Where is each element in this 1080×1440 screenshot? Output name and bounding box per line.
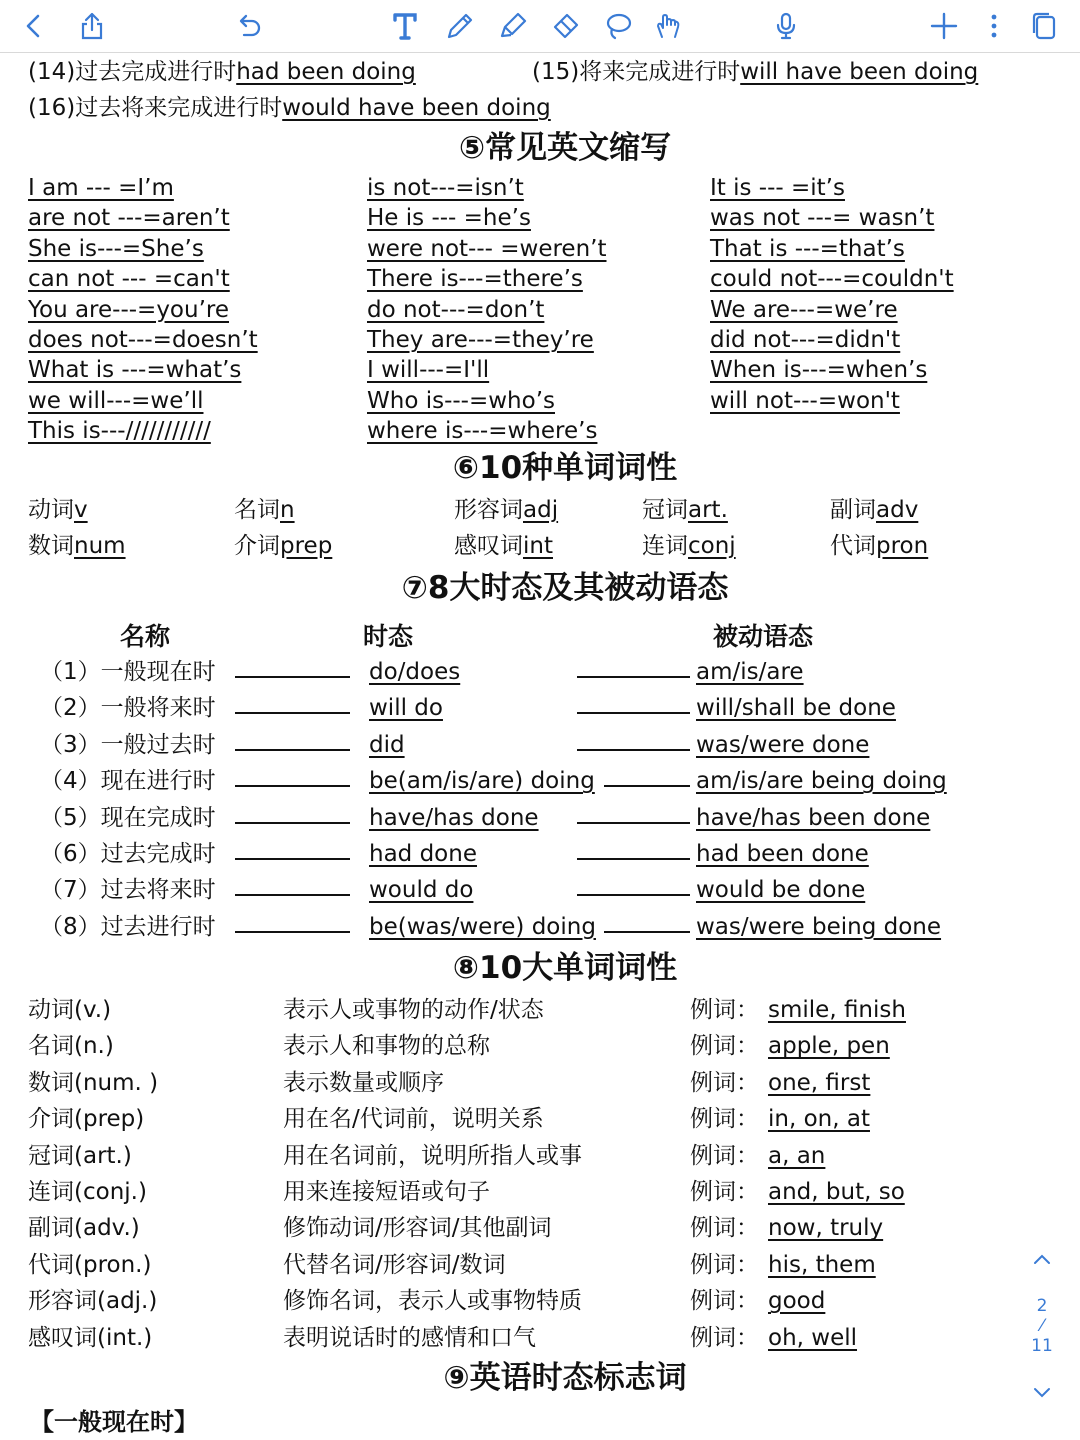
section5-title: ⑤常见英文缩写 xyxy=(458,130,672,166)
passive-form: am/is/are being doing xyxy=(696,768,947,795)
passive-form: was/were done xyxy=(696,731,870,758)
pos-description: 代替名词/形容词/数词 xyxy=(283,1251,506,1278)
add-icon[interactable] xyxy=(924,6,964,46)
word-class-item xyxy=(28,532,126,560)
example-label: 例词： xyxy=(690,1142,759,1169)
example-label: 例词： xyxy=(690,1324,759,1351)
connector-line xyxy=(235,785,350,787)
pos-description: 表示人和事物的总称 xyxy=(283,1033,490,1060)
abbreviation-item: where is---=where’s xyxy=(367,418,598,445)
tense-name: （5）现在完成时 xyxy=(40,804,216,831)
tense-name: （1）一般现在时 xyxy=(40,659,216,685)
example-label: 例词： xyxy=(690,1033,759,1060)
tense-name: （8）过去进行时 xyxy=(40,913,216,940)
abbreviation-item: It is --- =it’s xyxy=(710,175,845,201)
word-class-cn: 冠词 xyxy=(642,497,688,523)
hand-icon[interactable] xyxy=(648,6,688,46)
word-class-abbr: v xyxy=(74,497,88,523)
text-tool-icon[interactable] xyxy=(385,6,425,46)
pos-description: 表明说话时的感情和口气 xyxy=(283,1324,536,1351)
page-up-icon[interactable] xyxy=(1014,1248,1070,1277)
col-header-name: 名称 xyxy=(120,622,171,651)
col-header-tense: 时态 xyxy=(363,622,414,651)
section8-title: ⑧10大单词词性 xyxy=(452,950,678,986)
tense-form: had done xyxy=(369,841,477,867)
connector-line xyxy=(235,931,350,933)
document-page xyxy=(0,52,1080,1440)
abbreviation-item: will not---=won't xyxy=(710,387,900,414)
word-class-abbr: num xyxy=(74,533,126,559)
pages-icon[interactable] xyxy=(1024,6,1064,46)
abbreviation-item: can not --- =can't xyxy=(28,266,230,293)
total-pages: 11 xyxy=(1031,1336,1053,1356)
tense-form: will do xyxy=(369,695,443,722)
connector-line xyxy=(577,749,690,751)
example-label: 例词： xyxy=(690,997,759,1023)
tense-form: do/does xyxy=(369,659,461,685)
section6-title: ⑥10种单词词性 xyxy=(452,450,678,486)
current-page: 2 xyxy=(1036,1296,1048,1316)
abbreviation-item: We are---=we’re xyxy=(710,296,898,323)
back-chevron-icon[interactable] xyxy=(14,6,54,46)
page-indicator xyxy=(1014,1296,1070,1356)
passive-form: would be done xyxy=(696,877,866,904)
abbreviation-item: do not---=don’t xyxy=(367,296,545,323)
pos-description: 修饰动词/形容词/其他副词 xyxy=(283,1215,552,1242)
connector-line xyxy=(235,894,350,896)
abbreviation-item: was not ---= wasn’t xyxy=(710,205,935,232)
pos-name: 冠词(art.) xyxy=(28,1142,132,1169)
word-class-cn: 名词 xyxy=(234,497,280,523)
word-class-item xyxy=(830,496,918,524)
abbreviation-item: I will---=I'll xyxy=(367,357,490,384)
abbreviation-item: When is---=when’s xyxy=(710,357,928,384)
tense-name: （2）一般将来时 xyxy=(40,695,216,722)
abbreviation-item: did not---=didn't xyxy=(710,327,901,353)
pos-description: 表示人或事物的动作/状态 xyxy=(283,997,544,1023)
word-class-cn: 副词 xyxy=(830,497,876,523)
pos-name: 副词(adv.) xyxy=(28,1215,140,1242)
connector-line xyxy=(604,785,690,787)
word-class-item xyxy=(642,532,736,560)
word-class-item xyxy=(28,496,88,524)
word-class-cn: 感叹词 xyxy=(454,533,523,559)
more-icon[interactable] xyxy=(974,6,1014,46)
abbreviation-item: does not---=doesn’t xyxy=(28,327,258,353)
passive-form: was/were being done xyxy=(696,913,942,940)
word-class-abbr: art. xyxy=(688,497,728,523)
abbreviation-item: could not---=couldn't xyxy=(710,266,954,293)
connector-line xyxy=(577,894,690,896)
word-class-cn: 连词 xyxy=(642,533,688,559)
example-label: 例词： xyxy=(690,1251,759,1278)
tense-16: (16)过去将来完成进行时would have been doing xyxy=(28,95,551,121)
word-class-item xyxy=(234,532,332,560)
word-class-abbr: conj xyxy=(688,533,736,559)
tense-form: be(was/were) doing xyxy=(369,913,596,940)
pos-description: 用在名词前，说明所指人或事 xyxy=(283,1142,582,1169)
toolbar xyxy=(0,0,1080,53)
col-header-passive: 被动语态 xyxy=(713,622,814,651)
word-class-abbr: pron xyxy=(876,533,929,559)
abbreviation-item: This is---/////////// xyxy=(28,418,211,445)
tense-form: would do xyxy=(369,877,474,904)
tense-name: （3）一般过去时 xyxy=(40,731,216,758)
word-class-cn: 介词 xyxy=(234,533,280,559)
example-label: 例词： xyxy=(690,1106,759,1133)
abbreviation-item: That is ---=that’s xyxy=(710,235,905,262)
pos-description: 修饰名词，表示人或事物特质 xyxy=(283,1288,582,1315)
pos-description: 用来连接短语或句子 xyxy=(283,1179,490,1205)
abbreviation-item: I am --- =I’m xyxy=(28,175,174,201)
connector-line xyxy=(235,858,350,860)
example-words: smile, finish xyxy=(768,997,906,1023)
connector-line xyxy=(577,822,690,824)
tense-form: have/has done xyxy=(369,804,539,831)
word-class-abbr: n xyxy=(280,497,295,523)
word-class-item xyxy=(830,532,928,560)
highlighter-icon[interactable] xyxy=(493,6,533,46)
word-class-item xyxy=(454,496,558,524)
abbreviation-item: Who is---=who’s xyxy=(367,387,555,414)
tense-name: （4）现在进行时 xyxy=(40,768,216,795)
connector-line xyxy=(235,712,350,714)
example-words: in, on, at xyxy=(768,1106,870,1133)
passive-form: will/shall be done xyxy=(696,695,896,722)
example-label: 例词： xyxy=(690,1215,759,1242)
tense-form: did xyxy=(369,731,405,758)
connector-line xyxy=(577,858,690,860)
example-words: oh, well xyxy=(768,1324,858,1351)
abbreviation-item: is not---=isn’t xyxy=(367,175,524,201)
word-class-abbr: prep xyxy=(280,533,333,559)
tense-form: be(am/is/are) doing xyxy=(369,768,595,795)
abbreviation-item: were not--- =weren’t xyxy=(367,235,607,262)
pos-name: 介词(prep) xyxy=(28,1106,145,1133)
connector-line xyxy=(577,676,690,678)
page-separator: ⁄ xyxy=(1040,1316,1044,1336)
abbreviation-item: She is---=She’s xyxy=(28,235,204,262)
tense-14: (14)过去完成进行时had been doing xyxy=(28,59,416,85)
pos-name: 名词(n.) xyxy=(28,1033,114,1060)
section7-title: ⑦8大时态及其被动语态 xyxy=(401,570,729,606)
pos-name: 连词(conj.) xyxy=(28,1179,147,1205)
abbreviation-item: You are---=you’re xyxy=(28,296,229,323)
pos-description: 用在名/代词前，说明关系 xyxy=(283,1106,544,1133)
example-words: and, but, so xyxy=(768,1179,905,1205)
connector-line xyxy=(235,676,350,678)
connector-line xyxy=(235,822,350,824)
example-words: apple, pen xyxy=(768,1033,890,1060)
pos-name: 形容词(adj.) xyxy=(28,1288,158,1315)
word-class-cn: 代词 xyxy=(830,533,876,559)
word-class-item xyxy=(234,496,295,524)
pos-description: 表示数量或顺序 xyxy=(283,1069,444,1096)
example-words: a, an xyxy=(768,1142,826,1169)
microphone-icon[interactable] xyxy=(766,6,806,46)
connector-line xyxy=(604,931,690,933)
example-label: 例词： xyxy=(690,1179,759,1205)
eraser-icon[interactable] xyxy=(545,6,585,46)
example-words: his, them xyxy=(768,1251,876,1278)
word-class-abbr: adj xyxy=(523,497,559,523)
word-class-cn: 动词 xyxy=(28,497,74,523)
tense-15: (15)将来完成进行时will have been doing xyxy=(532,59,979,85)
connector-line xyxy=(235,749,350,751)
example-words: one, first xyxy=(768,1069,871,1096)
passive-form: am/is/are xyxy=(696,659,804,685)
lasso-icon[interactable] xyxy=(598,6,638,46)
word-class-abbr: adv xyxy=(876,497,919,523)
tense-name: （6）过去完成时 xyxy=(40,841,216,867)
abbreviation-item: are not ---=aren’t xyxy=(28,205,230,232)
word-class-abbr: int xyxy=(523,533,553,559)
example-words: now, truly xyxy=(768,1215,884,1242)
section9-subtitle: 【一般现在时】 xyxy=(30,1408,198,1436)
example-words: good xyxy=(768,1288,826,1315)
page-down-icon[interactable] xyxy=(1014,1380,1070,1409)
example-label: 例词： xyxy=(690,1288,759,1315)
pos-name: 数词(num. ) xyxy=(28,1069,159,1096)
undo-icon[interactable] xyxy=(228,6,268,46)
pos-name: 动词(v.) xyxy=(28,997,112,1023)
passive-form: had been done xyxy=(696,841,869,867)
pos-name: 感叹词(int.) xyxy=(28,1324,153,1351)
connector-line xyxy=(577,712,690,714)
tense-name: （7）过去将来时 xyxy=(40,877,216,904)
pen-icon[interactable] xyxy=(440,6,480,46)
section9-title: ⑨英语时态标志词 xyxy=(443,1360,687,1396)
word-class-cn: 形容词 xyxy=(454,497,523,523)
abbreviation-item: What is ---=what’s xyxy=(28,357,242,384)
abbreviation-item: There is---=there’s xyxy=(367,266,583,293)
share-icon[interactable] xyxy=(72,6,112,46)
abbreviation-item: They are---=they’re xyxy=(367,327,594,353)
word-class-item xyxy=(454,532,553,560)
word-class-cn: 数词 xyxy=(28,533,74,559)
example-label: 例词： xyxy=(690,1069,759,1096)
word-class-item xyxy=(642,496,728,524)
abbreviation-item: we will---=we’ll xyxy=(28,387,204,414)
pos-name: 代词(pron.) xyxy=(28,1251,152,1278)
abbreviation-item: He is --- =he’s xyxy=(367,205,531,232)
passive-form: have/has been done xyxy=(696,804,931,831)
